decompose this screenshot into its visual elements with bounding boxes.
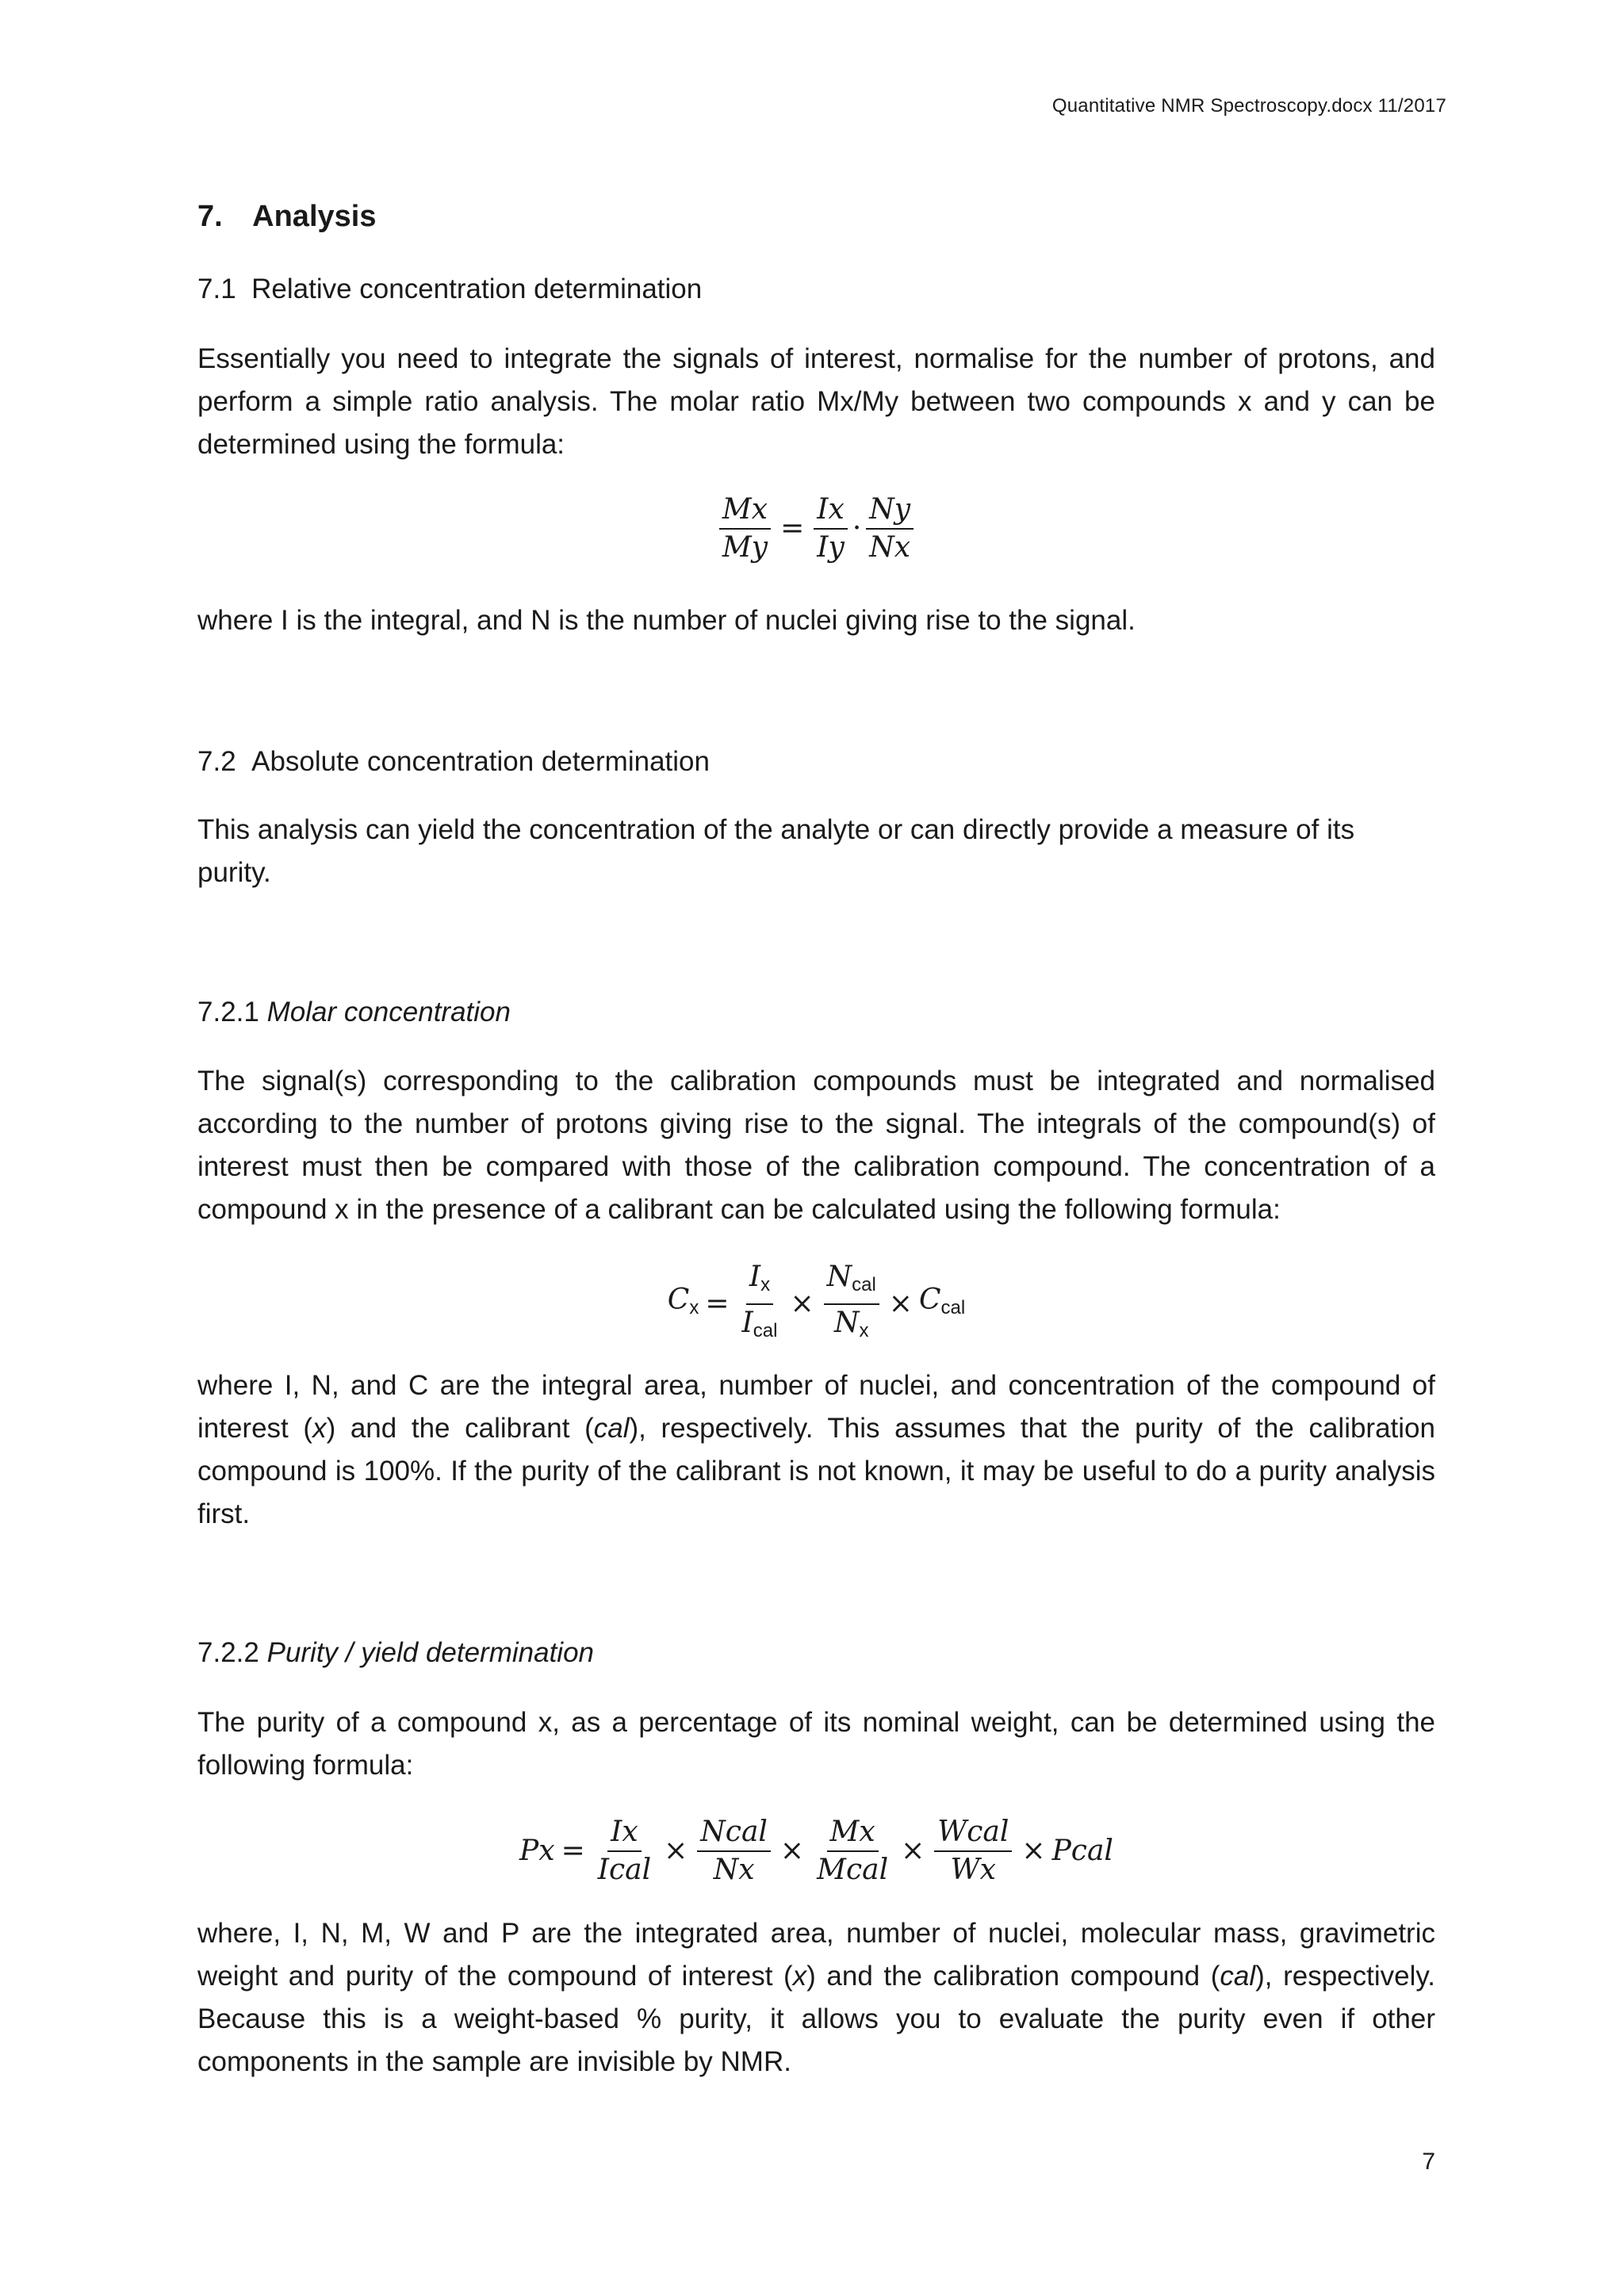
paragraph-7-2-1	[197, 1060, 1435, 1231]
text-line: following formula:	[197, 1750, 414, 1781]
paragraph-7-2-1-after	[197, 1364, 1435, 1536]
text-line: purity.	[197, 857, 271, 888]
text-line: Because this is a weight-based % purity, it allows you to evaluate the purity even if other	[197, 2003, 1435, 2034]
text-line: components in the sample are invisible by NMR.	[197, 2046, 791, 2077]
subsection-number: 7.1	[197, 274, 236, 304]
equation-purity: Px = $\frac{Ix}{\text{Ical}}$ × $\frac{\text{Ncal}}{Nx}$ × $\frac{Mx}{\text{Mcal}}$ × $\frac{\text{Wcal}}{Wx}$ × Pcal	[197, 1814, 1435, 1888]
fraction: $\frac{\text{Wcal}}{Wx}$	[934, 1814, 1012, 1888]
subsection-title: Molar concentration	[266, 997, 511, 1027]
subsection-number: 7.2.2	[197, 1637, 259, 1668]
subsection-heading-7-2-2	[197, 1632, 1435, 1674]
subsection-number: 7.2.1	[197, 997, 259, 1027]
section-title: Analysis	[252, 200, 377, 233]
section-heading	[197, 195, 1435, 238]
fraction: $\frac{\text{Ncal}}{Nx}$	[824, 1259, 879, 1349]
fraction: $\frac{Ix}{\text{Ical}}$	[741, 1261, 778, 1341]
subsection-title: Relative concentration determination	[251, 274, 703, 304]
fraction: $\frac{Ny}{Nx}$	[866, 492, 914, 566]
text-line: interest must then be compared with those of the calibration compound. The concentration of a	[197, 1151, 1435, 1182]
text-line: where I, N, and C are the integral area, number of nuclei, and concentration of the compound of	[197, 1370, 1435, 1401]
text-line: Essentially you need to integrate the signals of interest, normalise for the number of protons, and	[197, 343, 1435, 374]
paragraph-7-2-2-after	[197, 1912, 1435, 2084]
fraction: $\frac{\text{Ncal}}{Nx}$	[697, 1814, 771, 1888]
text-line: according to the number of protons giving rise to the signal. The integrals of the compound(s) of	[197, 1108, 1435, 1139]
fraction: $\frac{Mx}{\text{Mcal}}$	[817, 1816, 889, 1886]
text-line: interest (x) and the calibrant (cal), respectively. This assumes that the purity of the calibration	[197, 1413, 1435, 1444]
subsection-number: 7.2	[197, 746, 236, 777]
fraction: $\frac{Mx}{My}$	[719, 492, 771, 566]
paragraph-7-2-2	[197, 1701, 1435, 1787]
text-line: weight and purity of the compound of interest (x) and the calibration compound (cal), respectively.	[197, 1961, 1435, 1992]
subsection-title: Absolute concentration determination	[251, 746, 710, 777]
text-line: The signal(s) corresponding to the calibration compounds must be integrated and normalised	[197, 1066, 1435, 1096]
equation-molar-ratio: $\frac{Mx}{My}$ = $\frac{Ix}{Iy}$ · $\frac{Ny}{Nx}$	[197, 492, 1435, 566]
running-header: Quantitative NMR Spectroscopy.docx 11/2017	[1051, 95, 1446, 117]
subsection-heading-7-2-1	[197, 991, 1435, 1034]
text-line: compound x in the presence of a calibrant can be calculated using the following formula:	[197, 1194, 1281, 1225]
eq-term: Ccal	[918, 1284, 966, 1318]
eq-lhs: Cx	[667, 1284, 699, 1318]
subsection-heading-7-1	[197, 268, 1435, 311]
fraction: $\frac{Ix}{\text{Ical}}$	[597, 1816, 652, 1886]
text-line: compound is 100%. If the purity of the calibrant is not known, it may be useful to do a purity analysis	[197, 1456, 1435, 1487]
text-line: perform a simple ratio analysis. The molar ratio Mx/My between two compounds x and y can be	[197, 386, 1435, 417]
paragraph-text: where I is the integral, and N is the number of nuclei giving rise to the signal.	[197, 605, 1136, 636]
paragraph-7-2	[197, 809, 1435, 894]
text-line: This analysis can yield the concentration of the analyte or can directly provide a measure of its	[197, 814, 1355, 845]
text-line: The purity of a compound x, as a percentage of its nominal weight, can be determined using the	[197, 1707, 1435, 1738]
text-line: first.	[197, 1498, 251, 1529]
page-number: 7	[1422, 2149, 1435, 2175]
text-line: determined using the formula:	[197, 429, 565, 460]
subsection-title: Purity / yield determination	[266, 1637, 595, 1668]
section-number: 7.	[197, 200, 223, 233]
equation-molar-concentration: Cx = $\frac{Ix}{\text{Ical}}$ × $\frac{\text{Ncal}}{Nx}$ × Ccal	[197, 1259, 1435, 1349]
subsection-heading-7-2	[197, 740, 1435, 783]
paragraph-7-1	[197, 338, 1435, 466]
fraction: $\frac{Ix}{Iy}$	[814, 492, 848, 566]
text-line: where, I, N, M, W and P are the integrated area, number of nuclei, molecular mass, gravimetric	[197, 1918, 1435, 1949]
